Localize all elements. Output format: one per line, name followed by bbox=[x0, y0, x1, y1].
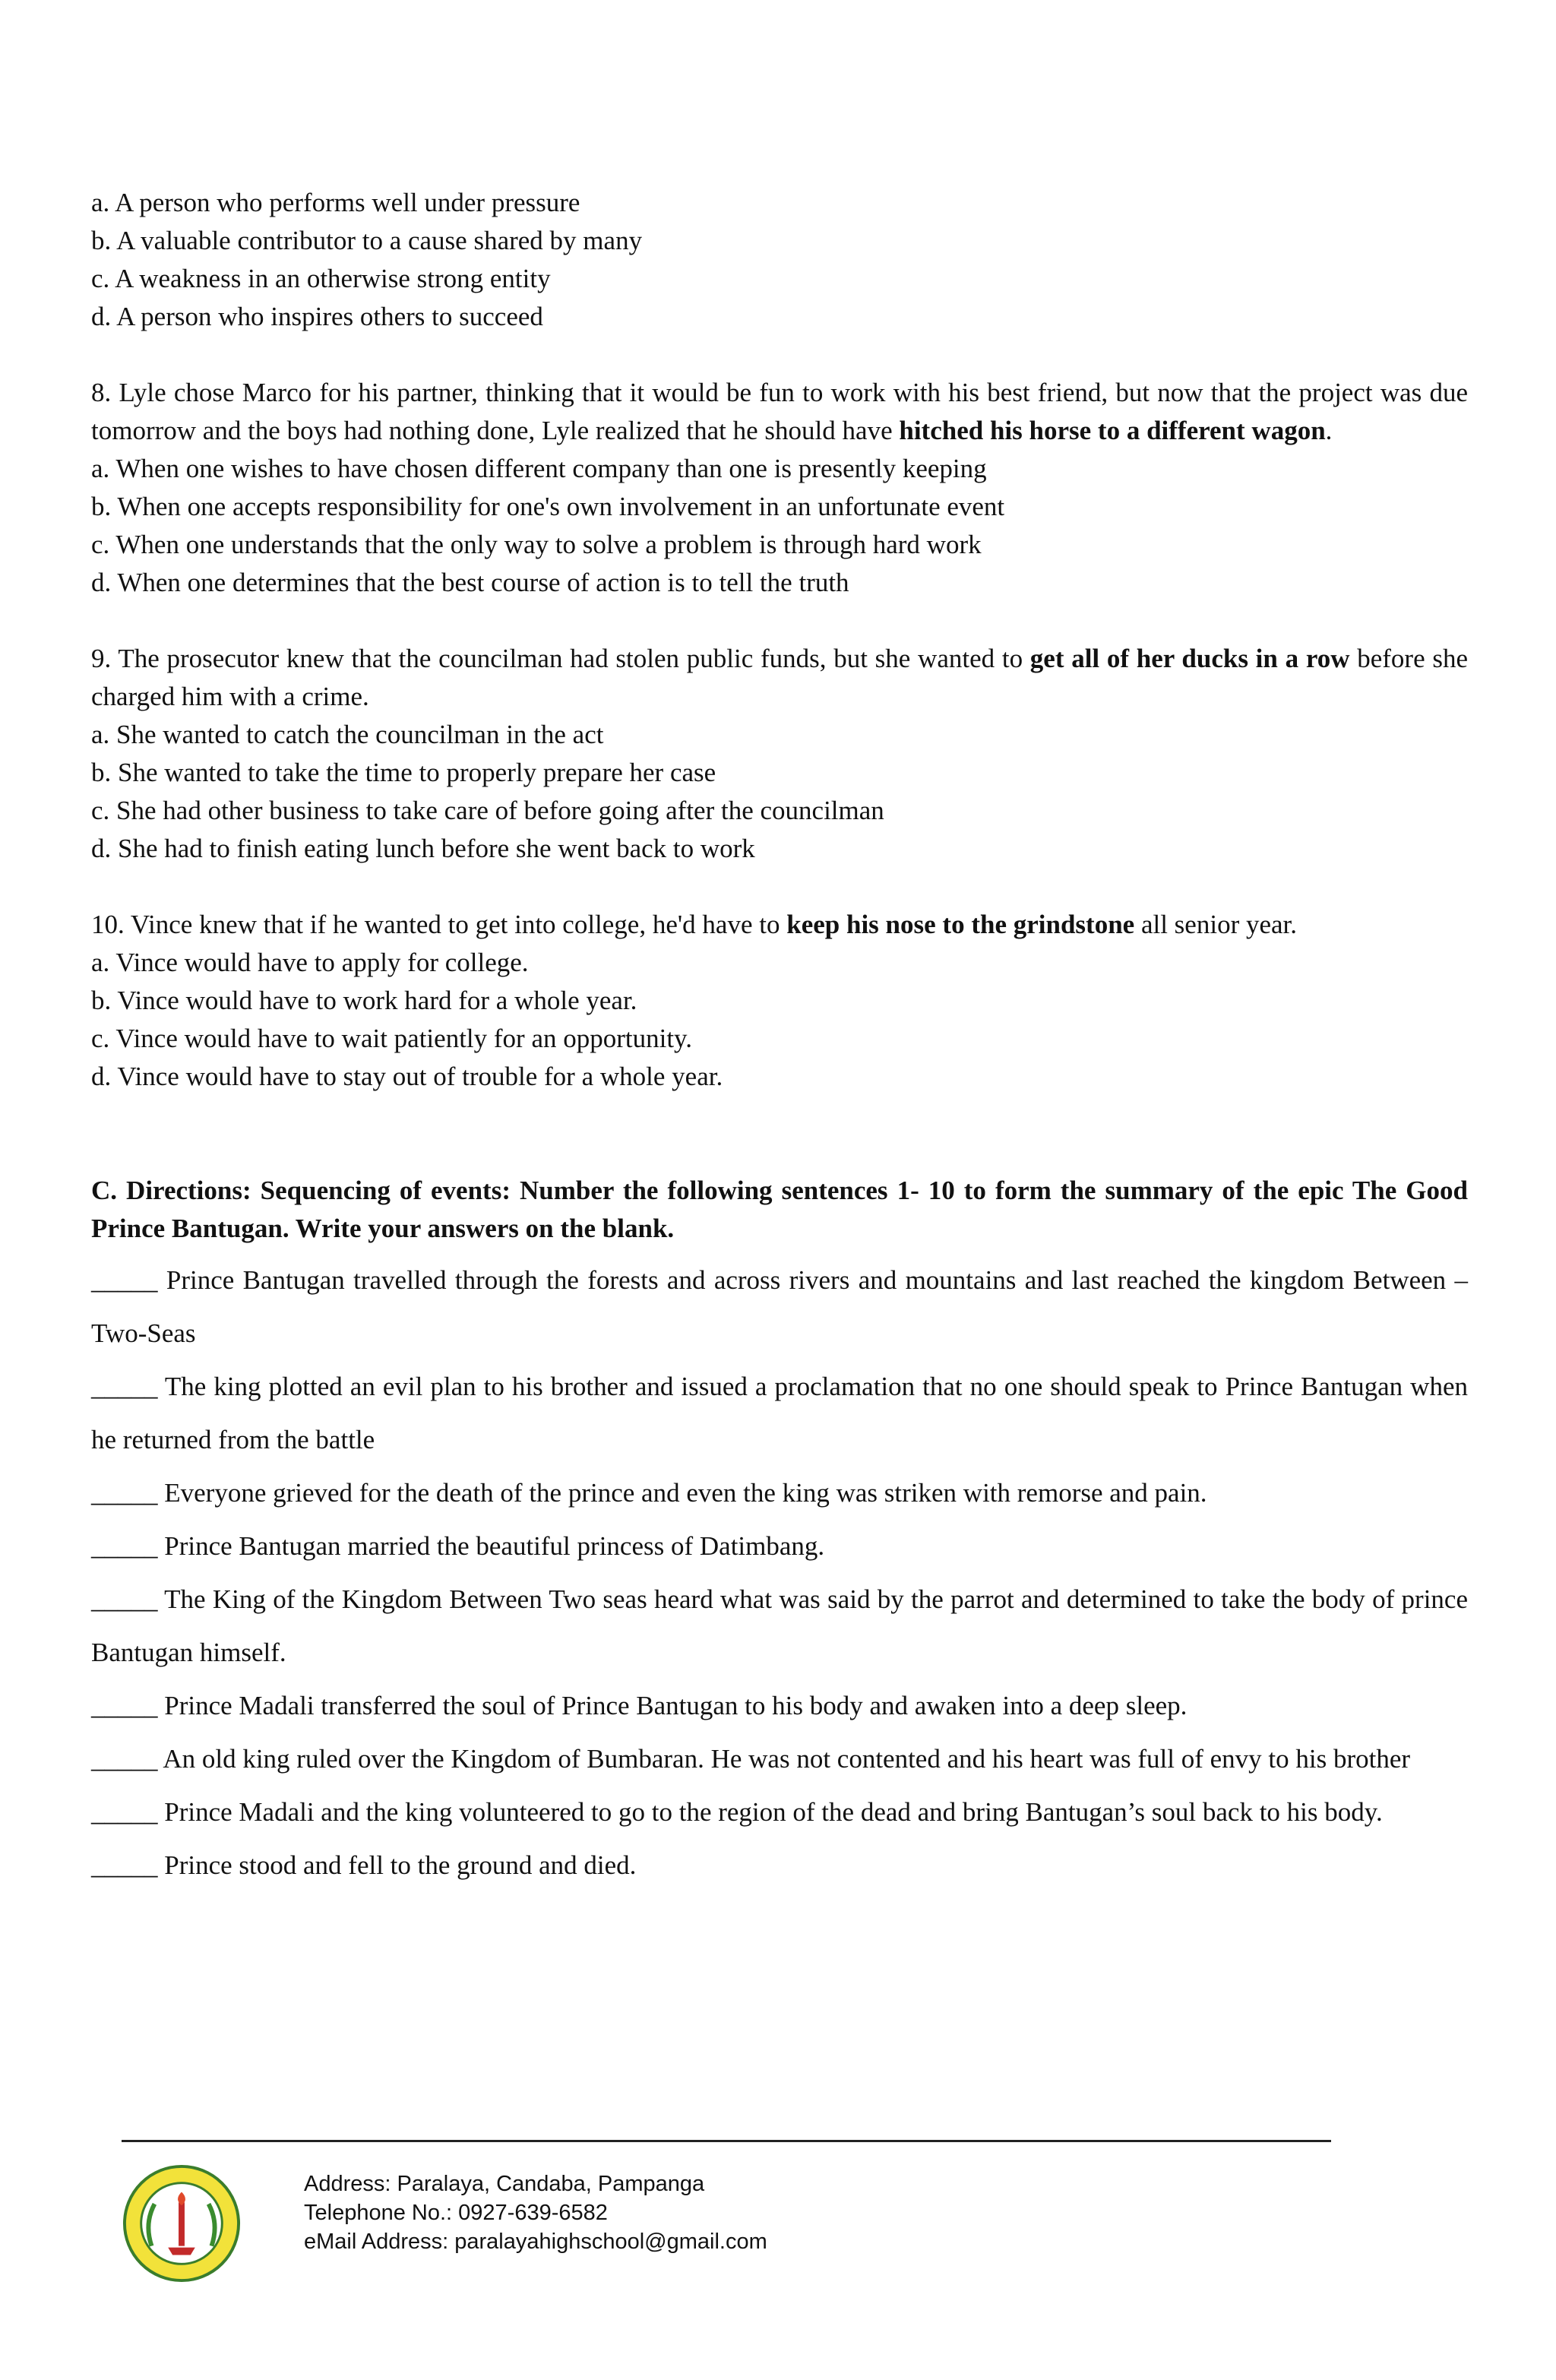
q9-option-a: a. She wanted to catch the councilman in the act bbox=[91, 720, 604, 749]
q9-idiom: get all of her ducks in a row bbox=[1029, 644, 1350, 673]
school-seal-icon bbox=[122, 2163, 242, 2283]
sequence-list bbox=[91, 1254, 1468, 1892]
q8-stem-end: . bbox=[1325, 416, 1333, 445]
footer-address: Address: Paralaya, Candaba, Pampanga bbox=[304, 2172, 705, 2196]
footer-contact bbox=[304, 2170, 767, 2256]
q10-stem bbox=[91, 906, 1468, 944]
q10-option-a: a. Vince would have to apply for college. bbox=[91, 948, 529, 977]
sequence-item: _____ An old king ruled over the Kingdom of Bumbaran. He was not contented and his heart was full of envy to his brother bbox=[91, 1744, 1411, 1774]
q8-option-d: d. When one determines that the best course of action is to tell the truth bbox=[91, 568, 849, 597]
q7-option-c: c. A weakness in an otherwise strong entity bbox=[91, 264, 551, 293]
q9-option-b: b. She wanted to take the time to properly prepare her case bbox=[91, 758, 716, 787]
q8-option-a: a. When one wishes to have chosen different company than one is presently keeping bbox=[91, 454, 987, 483]
q10-option-c: c. Vince would have to wait patiently for an opportunity. bbox=[91, 1024, 693, 1053]
q9-option-d: d. She had to finish eating lunch before she went back to work bbox=[91, 834, 755, 863]
footer-telephone: Telephone No.: 0927-639-6582 bbox=[304, 2201, 608, 2225]
q10-stem-end: all senior year. bbox=[1134, 910, 1298, 939]
q8-stem bbox=[91, 374, 1468, 450]
q9-stem-text: 9. The prosecutor knew that the councilman had stolen public funds, but she wanted to bbox=[91, 644, 1030, 673]
q7-option-d: d. A person who inspires others to succeed bbox=[91, 302, 543, 331]
sequence-item: _____ The King of the Kingdom Between Two seas heard what was said by the parrot and determined to take the body of prince Bantugan himself. bbox=[91, 1584, 1468, 1667]
sequence-item: _____ Prince Bantugan married the beautiful princess of Datimbang. bbox=[91, 1531, 825, 1561]
sequence-item: _____ The king plotted an evil plan to his brother and issued a proclamation that no one should speak to Prince Bantugan when he returned from the battle bbox=[91, 1372, 1468, 1454]
sequence-item: _____ Everyone grieved for the death of the prince and even the king was striken with remorse and pain. bbox=[91, 1478, 1207, 1508]
footer-email: eMail Address: paralayahighschool@gmail.com bbox=[304, 2230, 767, 2254]
q7-options bbox=[91, 184, 1468, 336]
question-9 bbox=[91, 640, 1468, 868]
page-content bbox=[91, 184, 1468, 1892]
q8-option-b: b. When one accepts responsibility for one's own involvement in an unfortunate event bbox=[91, 492, 1005, 521]
q10-option-d: d. Vince would have to stay out of trouble for a whole year. bbox=[91, 1062, 723, 1091]
q8-option-c: c. When one understands that the only way to solve a problem is through hard work bbox=[91, 530, 982, 559]
q9-option-c: c. She had other business to take care of before going after the councilman bbox=[91, 796, 884, 825]
q7-option-a: a. A person who performs well under pressure bbox=[91, 188, 580, 217]
sequence-item: _____ Prince Madali transferred the soul of Prince Bantugan to his body and awaken into a deep sleep. bbox=[91, 1691, 1188, 1720]
sequence-item: _____ Prince stood and fell to the ground and died. bbox=[91, 1850, 637, 1880]
q10-option-b: b. Vince would have to work hard for a whole year. bbox=[91, 986, 637, 1015]
q10-stem-text: 10. Vince knew that if he wanted to get into college, he'd have to bbox=[91, 910, 787, 939]
sequence-item: _____ Prince Madali and the king volunteered to go to the region of the dead and bring Bantugan’s soul back to his body. bbox=[91, 1797, 1383, 1827]
footer bbox=[122, 2154, 1337, 2261]
q10-idiom: keep his nose to the grindstone bbox=[786, 910, 1135, 939]
question-8 bbox=[91, 374, 1468, 602]
question-10 bbox=[91, 906, 1468, 1096]
footer-divider bbox=[122, 2140, 1331, 2142]
sequence-item: _____ Prince Bantugan travelled through the forests and across rivers and mountains and last reached the kingdom Between – Two-Seas bbox=[91, 1265, 1468, 1348]
q9-stem bbox=[91, 640, 1468, 716]
q9-stem-end: before she charged him with a crime. bbox=[91, 644, 1468, 711]
q8-idiom: hitched his horse to a different wagon bbox=[899, 416, 1326, 445]
q8-stem-text: 8. Lyle chose Marco for his partner, thinking that it would be fun to work with his best friend, but now that the project was due tomorrow and the boys had nothing done, Lyle realized that he should have bbox=[91, 378, 1468, 445]
section-c-directions: C. Directions: Sequencing of events: Number the following sentences 1- 10 to form the summary of the epic The Good Prince Bantugan. Write your answers on the blank. bbox=[91, 1176, 1468, 1243]
section-c bbox=[91, 1172, 1468, 1892]
q7-option-b: b. A valuable contributor to a cause shared by many bbox=[91, 226, 643, 255]
